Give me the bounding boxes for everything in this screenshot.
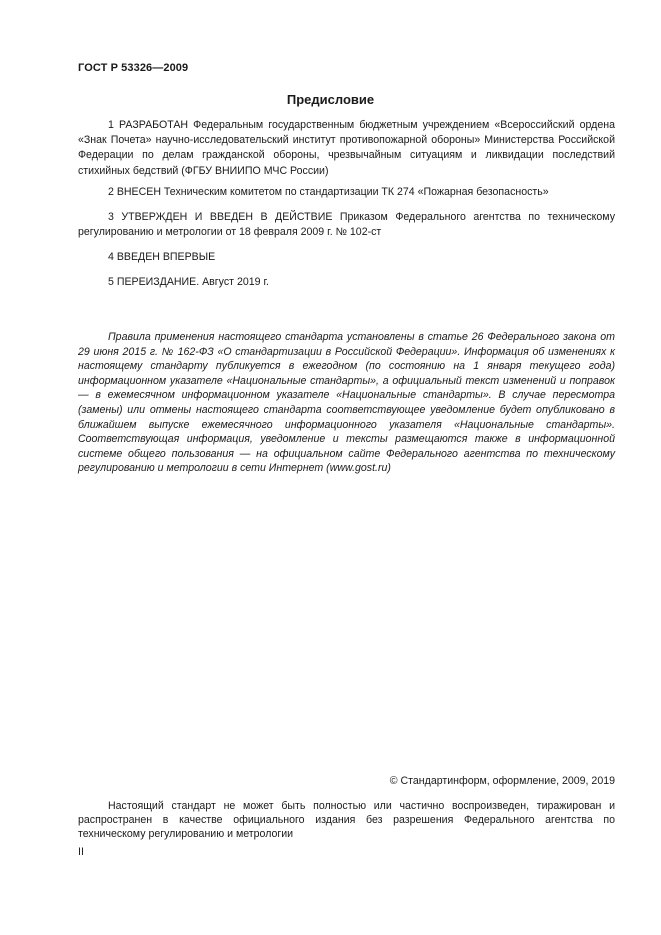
- foreword-item-5: 5 ПЕРЕИЗДАНИЕ. Август 2019 г.: [108, 276, 269, 288]
- foreword-item-4: 4 ВВЕДЕН ВПЕРВЫЕ: [108, 251, 216, 263]
- foreword-item-1: 1 РАЗРАБОТАН Федеральным государственным бюджетным учреждением «Всероссийский ордена «Знак Почета» научно-исследовательский институт противопожарной обороны» Министерства Российской Федерации по делам гражданской обороны, чрезвычайным ситуациям и ликвидации последствий стихийных бедствий (ФГБУ ВНИИПО МЧС России): [78, 119, 615, 177]
- foreword-item-2: 2 ВНЕСЕН Техническим комитетом по стандартизации ТК 274 «Пожарная безопасность»: [108, 186, 549, 198]
- copyright-line: © Стандартинформ, оформление, 2009, 2019: [389, 775, 615, 787]
- standard-usage-notice: Правила применения настоящего стандарта установлены в статье 26 Федерального закона от 29 июня 2015 г. № 162-ФЗ «О стандартизации в Российской Федерации». Информация об изменениях к настоящему стандарту публикуется в ежегодном (по состоянию на 1 января текущего года) информационном указателе «Национальные стандарты», а официальный текст изменений и поправок — в ежемесячном информационном указателе «Национальные стандарты». В случае пересмотра (замены) или отмены настоящего стандарта соответствующее уведомление будет опубликовано в ближайшем выпуске ежемесячного информационного указателя «Национальные стандарты». Соответствующая информация, уведомление и тексты размещаются также в информационной системе общего пользования — на официальном сайте Федерального агентства по техническому регулированию и метрологии в сети Интернет (www.gost.ru): [78, 331, 615, 475]
- document-code: ГОСТ Р 53326—2009: [78, 62, 189, 74]
- foreword-item-3: 3 УТВЕРЖДЕН И ВВЕДЕН В ДЕЙСТВИЕ Приказом Федерального агентства по техническому регулированию и метрологии от 18 февраля 2009 г. № 102-ст: [78, 211, 615, 239]
- reproduction-notice: Настоящий стандарт не может быть полностью или частично воспроизведен, тиражирован и распространен в качестве официального издания без разрешения Федерального агентства по техническому регулированию и метрологии: [78, 800, 615, 840]
- page-number: II: [78, 846, 84, 858]
- page-title: Предисловие: [286, 92, 375, 107]
